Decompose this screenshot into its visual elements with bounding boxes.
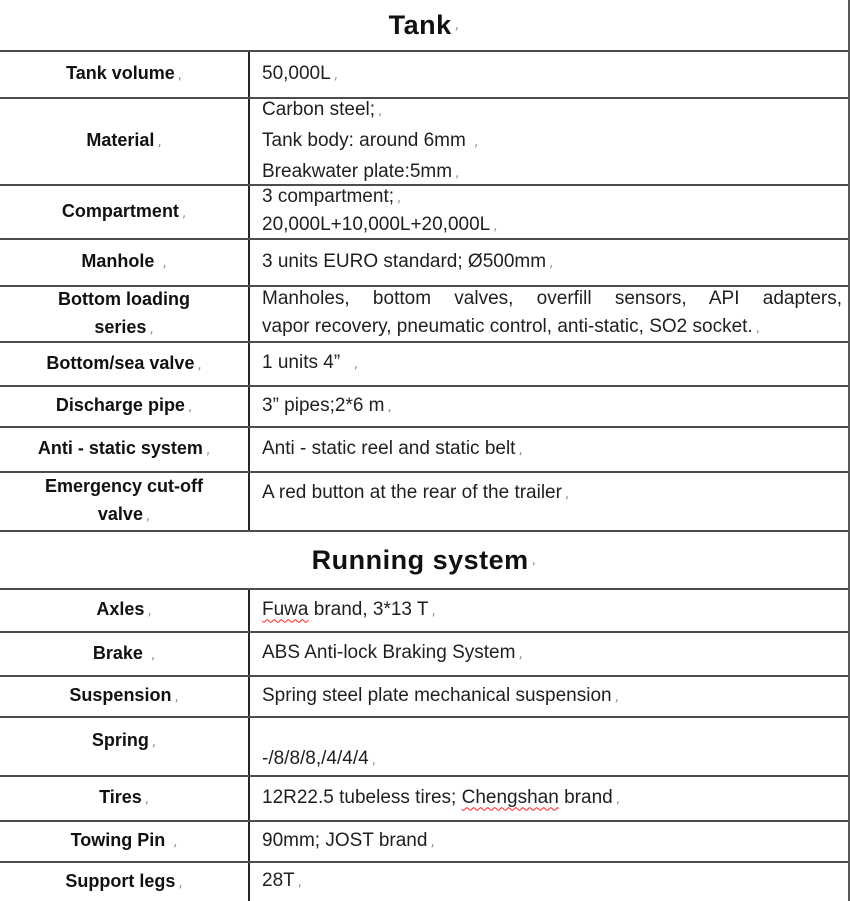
formatting-mark: , — [151, 735, 157, 750]
label-text: Towing Pin — [70, 830, 171, 850]
row-value-anti-static-system — [250, 428, 848, 471]
formatting-mark: , — [205, 443, 211, 458]
value-text: Manholes, bottom valves, overfill sensors, API adapters, — [262, 288, 842, 309]
row-value-towing-pin — [250, 822, 848, 861]
value-text: 3” pipes;2*6 m — [262, 394, 385, 416]
table-row — [0, 863, 848, 901]
label-text: Brake — [92, 642, 148, 663]
formatting-mark: , — [455, 166, 460, 181]
row-label-axles — [0, 590, 250, 631]
label-text: Material — [86, 130, 155, 150]
formatting-mark: , — [144, 792, 149, 807]
value-text: 90mm; JOST brand — [262, 829, 428, 851]
table-row — [0, 387, 848, 428]
row-label-bottom-sea-valve — [0, 343, 250, 385]
label-text: series — [94, 316, 147, 337]
table-row — [0, 52, 848, 99]
row-value-tank-volume — [250, 52, 848, 97]
formatting-mark: , — [518, 647, 523, 662]
label-text: Discharge pipe — [55, 395, 185, 415]
value-text: vapor recovery, pneumatic control, anti-static, SO2 socket. — [262, 316, 753, 337]
formatting-mark: , — [147, 604, 152, 619]
value-text: 50,000L — [262, 62, 331, 84]
row-value-tires — [250, 777, 848, 820]
value-text: brand, 3*13 T — [308, 598, 429, 620]
section-header-running-system — [0, 532, 848, 590]
formatting-mark: , — [431, 603, 436, 619]
row-value-bottom-loading-series — [250, 287, 848, 341]
label-text: Support legs — [65, 870, 176, 891]
row-value-suspension — [250, 677, 848, 716]
value-text: Breakwater plate:5mm — [262, 161, 453, 182]
formatting-mark: , — [614, 689, 619, 705]
row-label-towing-pin — [0, 822, 250, 861]
formatting-mark: , — [353, 357, 358, 372]
row-value-manhole — [250, 240, 848, 285]
value-text: 1 units 4” — [262, 352, 351, 373]
formatting-mark: , — [430, 834, 435, 850]
value-text: 12R22.5 tubeless tires; — [262, 786, 462, 808]
table-row — [0, 240, 848, 287]
label-text: Tank volume — [66, 63, 175, 83]
table-row — [0, 822, 848, 863]
row-value-material — [250, 99, 848, 184]
label-text: Bottom loading — [58, 288, 190, 309]
label-text: Compartment — [61, 200, 179, 221]
value-text: -/8/8/8,/4/4/4 — [262, 748, 369, 769]
formatting-mark: , — [181, 205, 187, 221]
label-text: Manhole — [81, 251, 160, 271]
row-label-emergency-cutoff-valve — [0, 473, 250, 530]
label-text: Axles — [96, 599, 145, 619]
value-text: 20,000L+10,000L+20,000L — [262, 214, 491, 235]
row-value-axles — [250, 590, 848, 631]
table-row — [0, 718, 848, 777]
formatting-mark: , — [149, 321, 154, 337]
row-label-spring — [0, 718, 250, 775]
row-label-compartment — [0, 186, 250, 238]
row-label-brake — [0, 633, 250, 675]
row-value-bottom-sea-valve — [250, 343, 848, 385]
row-label-tires — [0, 777, 250, 820]
label-text: Suspension — [69, 685, 172, 705]
row-value-emergency-cutoff-valve — [250, 473, 848, 530]
table-row — [0, 99, 848, 186]
formatting-mark: , — [297, 875, 302, 890]
value-text: Anti - static reel and static belt — [262, 437, 516, 459]
row-label-bottom-loading-series — [0, 287, 250, 341]
formatting-mark: , — [333, 67, 338, 83]
formatting-mark: , — [549, 255, 554, 271]
formatting-mark: , — [493, 219, 498, 234]
formatting-mark: , — [615, 791, 620, 807]
formatting-mark: , — [177, 68, 182, 83]
table-row — [0, 777, 848, 822]
formatting-mark: , — [518, 442, 523, 458]
row-label-anti-static-system — [0, 428, 250, 471]
row-label-support-legs — [0, 863, 250, 901]
value-text: Carbon steel; — [262, 99, 376, 120]
formatting-mark: , — [150, 647, 156, 663]
row-label-discharge-pipe — [0, 387, 250, 426]
row-label-tank-volume — [0, 52, 250, 97]
formatting-mark: , — [145, 509, 151, 524]
value-text: Tank body: around 6mm — [262, 130, 472, 151]
label-text: Anti - static system — [37, 438, 203, 458]
formatting-mark: , — [187, 400, 193, 415]
formatting-mark: , — [531, 552, 537, 568]
misspelled-word: Chengshan — [461, 786, 559, 808]
value-text: 3 compartment; — [262, 186, 394, 207]
table-row — [0, 590, 848, 633]
formatting-mark: , — [378, 104, 383, 119]
value-text: 28T — [262, 870, 295, 891]
label-text: Tires — [99, 787, 142, 807]
row-value-support-legs — [250, 863, 848, 901]
formatting-mark: , — [178, 875, 183, 891]
table-row — [0, 343, 848, 387]
table-row — [0, 287, 848, 343]
formatting-mark: , — [564, 487, 570, 502]
formatting-mark: , — [197, 357, 202, 373]
formatting-mark: , — [157, 135, 162, 150]
row-label-suspension — [0, 677, 250, 716]
row-label-material — [0, 99, 250, 184]
formatting-mark: , — [371, 753, 376, 768]
label-text: Emergency cut-off — [44, 476, 204, 496]
label-text: Spring — [91, 730, 149, 750]
section-title: Tank — [388, 9, 452, 40]
row-value-spring — [250, 718, 848, 775]
formatting-mark: , — [162, 256, 167, 271]
table-row — [0, 428, 848, 473]
formatting-mark: , — [397, 191, 402, 206]
formatting-mark: , — [387, 399, 392, 415]
label-text: Bottom/sea valve — [46, 352, 195, 373]
row-value-discharge-pipe — [250, 387, 848, 426]
value-text: A red button at the rear of the trailer — [262, 482, 562, 503]
table-row — [0, 186, 848, 240]
section-header-tank — [0, 0, 848, 52]
table-row — [0, 677, 848, 718]
value-text: brand — [558, 786, 613, 808]
formatting-mark: , — [173, 835, 178, 850]
value-text: Spring steel plate mechanical suspension — [262, 684, 612, 706]
formatting-mark: , — [174, 690, 179, 705]
label-text: valve — [97, 504, 143, 524]
section-title: Running system — [311, 544, 529, 575]
formatting-mark: , — [474, 135, 479, 150]
formatting-mark: , — [755, 321, 760, 336]
formatting-mark: , — [454, 17, 460, 33]
table-row — [0, 473, 848, 532]
table-row — [0, 633, 848, 677]
value-text: ABS Anti-lock Braking System — [262, 642, 516, 663]
value-text: 3 units EURO standard; Ø500mm — [262, 250, 547, 272]
row-value-brake — [250, 633, 848, 675]
row-label-manhole — [0, 240, 250, 285]
misspelled-word: Fuwa — [262, 598, 309, 620]
row-value-compartment — [250, 186, 848, 238]
